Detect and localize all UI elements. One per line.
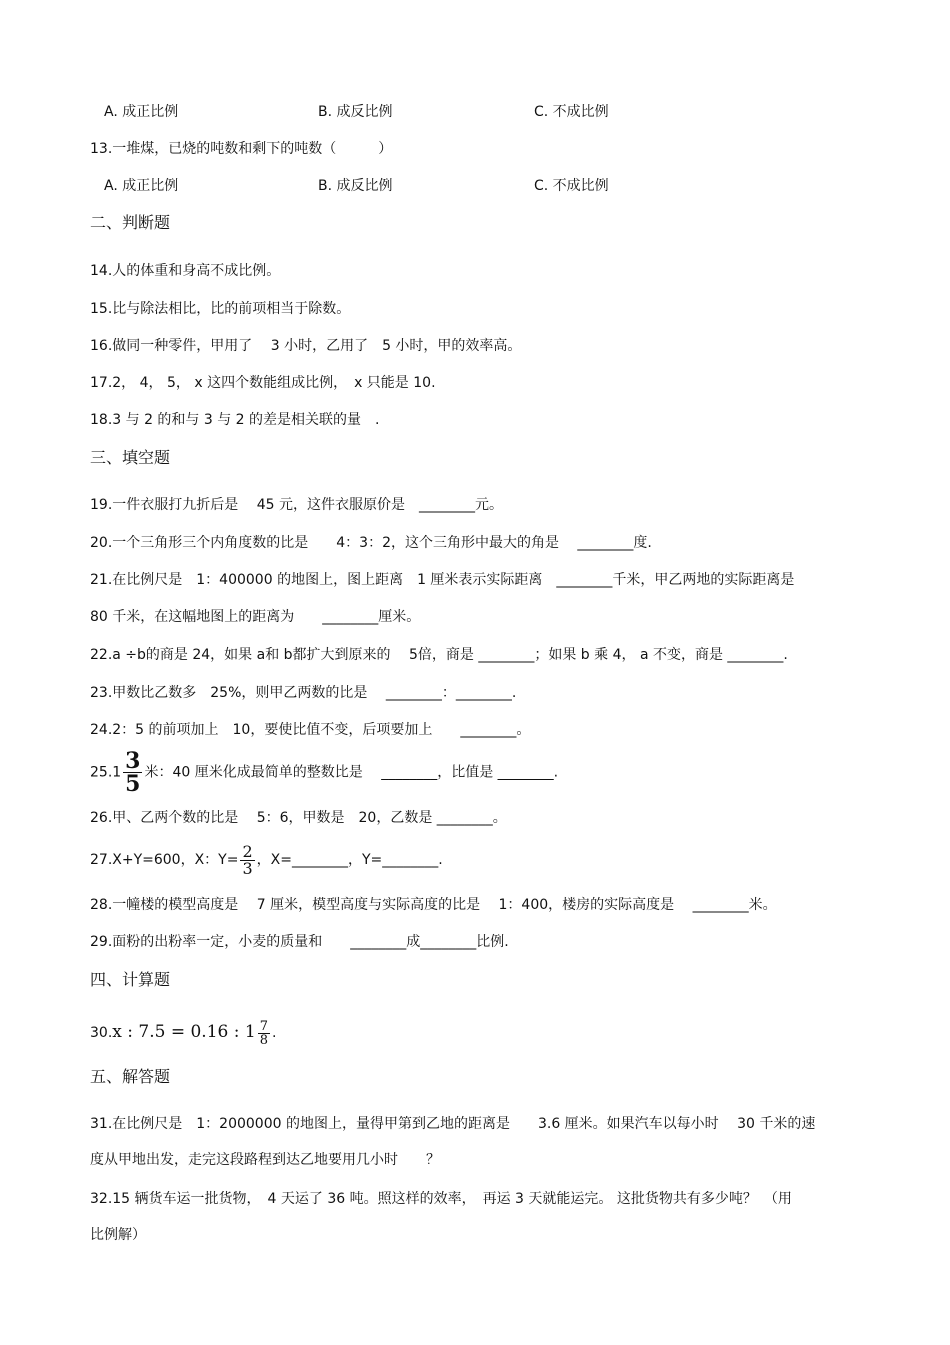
q13-option-c: C. 不成比例 (534, 178, 609, 194)
q12-option-c: C. 不成比例 (534, 104, 609, 120)
question-15: 15.比与除法相比，比的前项相当于除数。 (90, 301, 351, 317)
question-25-prefix: 25.1 (90, 764, 122, 781)
question-27-prefix: 27.X+Y=600，X：Y= (90, 852, 239, 868)
question-30 (90, 1010, 276, 1055)
question-19: 19.一件衣服打九折后是 45 元，这件衣服原价是 ________元。 (90, 497, 503, 513)
question-31-line-1: 31.在比例尺是 1：2000000 的地图上，量得甲第到乙地的距离是 3.6 厘米。如果汽车以每小时 30 千米的速 (90, 1116, 816, 1132)
question-25 (90, 750, 558, 795)
fraction-numerator: 3 (125, 748, 141, 774)
question-22: 22.a ÷b的商是 24，如果 a和 b都扩大到原来的 5倍，商是 ________；如果 b 乘 4， a 不变，商是 ________. (90, 647, 788, 663)
fraction-three-fifths (123, 750, 142, 795)
question-27-suffix: ，X=________，Y=________. (256, 852, 443, 868)
question-28: 28.一幢楼的模型高度是 7 厘米，模型高度与实际高度的比是 1：400，楼房的实际高度是 ________米。 (90, 897, 777, 913)
fraction-two-thirds (240, 841, 254, 878)
question-30-suffix: . (271, 1025, 277, 1041)
fraction-numerator: 7 (259, 1018, 268, 1034)
section-heading-fill-blank: 三、填空题 (90, 448, 171, 467)
question-24: 24.2：5 的前项加上 10，要使比值不变，后项要加上 ________。 (90, 722, 531, 738)
question-16: 16.做同一种零件，甲用了 3 小时，乙用了 5 小时，甲的效率高。 (90, 338, 522, 354)
q13-option-b: B. 成反比例 (318, 178, 393, 194)
fraction-denominator: 3 (242, 858, 253, 878)
question-31-line-2: 度从甲地出发，走完这段路程到达乙地要用几小时 ？ (90, 1152, 440, 1168)
question-17: 17.2， 4， 5， x 这四个数能组成比例， x 只能是 10. (90, 375, 436, 391)
fraction-denominator: 5 (125, 771, 141, 797)
question-26: 26.甲、乙两个数的比是 5：6，甲数是 20，乙数是 ________。 (90, 810, 507, 826)
section-heading-calculation: 四、计算题 (90, 970, 171, 989)
question-25-suffix: 米：40 厘米化成最简单的整数比是 ________，比值是 ________. (144, 764, 559, 781)
question-14: 14.人的体重和身高不成比例。 (90, 263, 281, 279)
question-21-line-2: 80 千米，在这幅地图上的距离为 ________厘米。 (90, 609, 421, 625)
question-27 (90, 838, 443, 882)
fraction-seven-eighths (258, 1020, 270, 1047)
question-32-line-1: 32.15 辆货车运一批货物， 4 天运了 36 吨。照这样的效率， 再运 3 天就能运完。 这批货物共有多少吨？ （用 (90, 1191, 792, 1207)
question-18: 18.3 与 2 的和与 3 与 2 的差是相关联的量 . (90, 412, 380, 428)
question-32-line-2: 比例解） (90, 1227, 146, 1243)
question-29: 29.面粉的出粉率一定，小麦的质量和 ________成________比例. (90, 934, 509, 950)
section-heading-true-false: 二、判断题 (90, 213, 171, 232)
question-30-prefix: 30. (90, 1025, 113, 1041)
q12-option-a: A. 成正比例 (104, 104, 179, 120)
fraction-denominator: 8 (259, 1032, 268, 1048)
question-13: 13.一堆煤，已烧的吨数和剩下的吨数（ ） (90, 141, 393, 157)
q12-option-b: B. 成反比例 (318, 104, 393, 120)
question-21-line-1: 21.在比例尺是 1：400000 的地图上，图上距离 1 厘米表示实际距离 ________千米，甲乙两地的实际距离是 (90, 572, 795, 588)
fraction-numerator: 2 (242, 841, 253, 861)
proportion-equation: x : 7.5 = 0.16 : 1 (112, 1022, 256, 1042)
question-23: 23.甲数比乙数多 25%，则甲乙两数的比是 ________：________. (90, 685, 517, 701)
q13-option-a: A. 成正比例 (104, 178, 179, 194)
section-heading-word-problems: 五、解答题 (90, 1067, 171, 1086)
question-20: 20.一个三角形三个内角度数的比是 4：3：2，这个三角形中最大的角是 ________度. (90, 535, 652, 551)
